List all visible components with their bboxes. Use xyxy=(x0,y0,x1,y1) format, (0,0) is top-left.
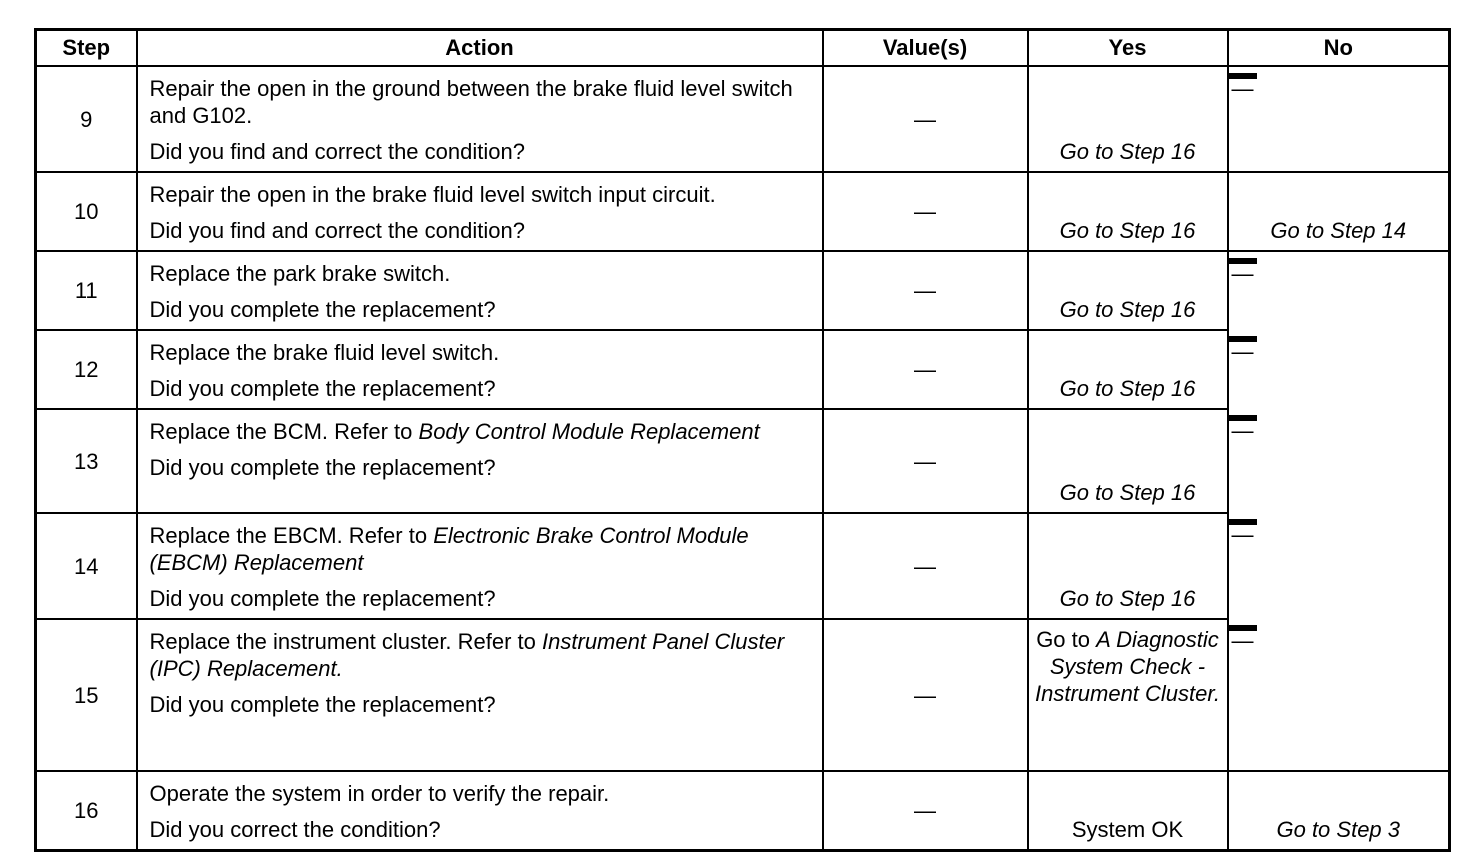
table-header-row xyxy=(36,30,1450,67)
value-cell: — xyxy=(823,619,1028,771)
step-number: 10 xyxy=(36,172,137,251)
diagnostic-table-document xyxy=(34,28,1448,852)
action-reference-link[interactable]: Body Control Module Replacement xyxy=(418,419,760,444)
step-number: 13 xyxy=(36,409,137,513)
table-row xyxy=(36,66,1450,172)
yes-link: Go to Step 16 xyxy=(1059,586,1196,611)
yes-cell xyxy=(1028,513,1228,619)
action-text xyxy=(150,522,810,576)
value-cell: — xyxy=(823,513,1028,619)
action-reference-link[interactable]: Electronic Brake Control Module (EBCM) Replacement xyxy=(149,523,749,575)
action-question: Did you find and correct the condition? xyxy=(149,218,525,243)
action-question: Did you complete the replacement? xyxy=(149,455,496,480)
action-prefix: Replace the EBCM. Refer to xyxy=(149,523,434,548)
action-prefix: Replace the instrument cluster. Refer to xyxy=(149,629,543,654)
action-cell xyxy=(137,619,823,771)
yes-cell xyxy=(1028,251,1228,330)
step-number: 12 xyxy=(36,330,137,409)
no-cell: — xyxy=(1229,73,1257,79)
action-reference-link[interactable]: Instrument Panel Cluster (IPC) Replacement. xyxy=(149,629,785,681)
action-question: Did you complete the replacement? xyxy=(149,692,496,717)
no-cell xyxy=(1228,172,1450,251)
table-row xyxy=(36,409,1450,513)
yes-cell xyxy=(1028,409,1228,513)
action-text: Operate the system in order to verify the repair. xyxy=(149,781,610,806)
action-cell xyxy=(137,172,823,251)
table-row xyxy=(36,251,1450,330)
yes-cell xyxy=(1028,66,1228,172)
no-cell xyxy=(1228,771,1450,851)
action-prefix: Replace the BCM. Refer to xyxy=(149,419,419,444)
step-number: 15 xyxy=(36,619,137,771)
action-cell xyxy=(137,513,823,619)
header-values: Value(s) xyxy=(823,30,1028,67)
table-row xyxy=(36,172,1450,251)
yes-link: Go to Step 16 xyxy=(1059,376,1196,401)
yes-prefix: Go to xyxy=(1036,627,1097,652)
action-question: Did you find and correct the condition? xyxy=(149,139,525,164)
yes-link: Go to Step 16 xyxy=(1059,218,1196,243)
action-cell xyxy=(137,409,823,513)
table-row xyxy=(36,771,1450,851)
step-number: 16 xyxy=(36,771,137,851)
yes-link: Go to Step 16 xyxy=(1059,297,1196,322)
no-cell: — xyxy=(1229,625,1257,631)
header-action: Action xyxy=(137,30,823,67)
header-no: No xyxy=(1228,30,1450,67)
no-cell: — xyxy=(1229,336,1257,342)
step-number: 9 xyxy=(36,66,137,172)
action-text: Repair the open in the brake fluid level switch input circuit. xyxy=(149,182,716,207)
header-yes: Yes xyxy=(1028,30,1228,67)
value-cell: — xyxy=(823,771,1028,851)
header-step: Step xyxy=(36,30,137,67)
action-question: Did you complete the replacement? xyxy=(149,586,496,611)
value-cell: — xyxy=(823,172,1028,251)
step-number: 11 xyxy=(36,251,137,330)
yes-cell: System OK xyxy=(1028,771,1228,851)
table-row xyxy=(36,330,1450,409)
action-cell xyxy=(137,771,823,851)
yes-link: Go to Step 16 xyxy=(1059,480,1196,505)
no-cell: — xyxy=(1229,415,1257,421)
yes-cell xyxy=(1028,172,1228,251)
value-cell: — xyxy=(823,251,1028,330)
value-cell: — xyxy=(823,409,1028,513)
value-cell: — xyxy=(823,330,1028,409)
action-text xyxy=(150,418,810,445)
action-question: Did you complete the replacement? xyxy=(149,297,496,322)
value-cell: — xyxy=(823,66,1028,172)
yes-link: Go to Step 16 xyxy=(1059,139,1196,164)
action-text xyxy=(150,628,810,682)
table-row xyxy=(36,513,1450,619)
action-cell xyxy=(137,251,823,330)
yes-reference-link[interactable]: A Diagnostic System Check - Instrument Cluster. xyxy=(1034,627,1221,706)
table-row xyxy=(36,619,1450,771)
step-number: 14 xyxy=(36,513,137,619)
no-link: Go to Step 14 xyxy=(1270,218,1407,243)
action-cell xyxy=(137,66,823,172)
action-text: Replace the brake fluid level switch. xyxy=(149,340,500,365)
action-question: Did you correct the condition? xyxy=(149,817,441,842)
action-question: Did you complete the replacement? xyxy=(149,376,496,401)
no-cell: — xyxy=(1229,519,1257,525)
yes-cell xyxy=(1028,330,1228,409)
action-text: Replace the park brake switch. xyxy=(149,261,451,286)
no-link: Go to Step 3 xyxy=(1276,817,1401,842)
yes-cell xyxy=(1028,619,1228,771)
action-text: Repair the open in the ground between the brake fluid level switch and G102. xyxy=(149,76,793,128)
action-cell xyxy=(137,330,823,409)
diagnostic-table xyxy=(34,28,1451,852)
no-cell: — xyxy=(1229,258,1257,264)
